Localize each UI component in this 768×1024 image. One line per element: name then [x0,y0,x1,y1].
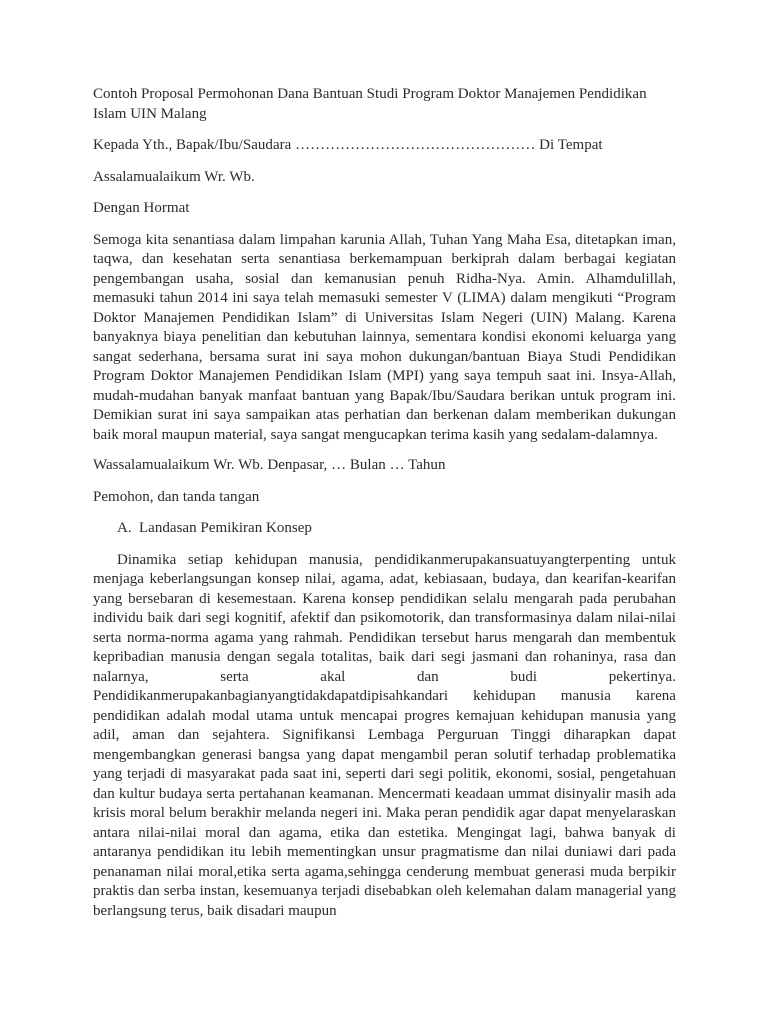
addressee-line: Kepada Yth., Bapak/Ibu/Saudara ………………………………………… Di Tempat [93,137,603,153]
document-page [93,85,676,921]
body-paragraph: Semoga kita senantiasa dalam limpahan karunia Allah, Tuhan Yang Maha Esa, ditetapkan iman, taqwa, dan kesehatan serta senantiasa berkemampuan berkiprah dalam berbagai kegiatan pengembangan usaha, sosial dan kemanusian penuh Ridha-Nya. Amin. Alhamdulillah, memasuki tahun 2014 ini saya telah memasuki semester V (LIMA) dalam mengikuti “Program Doktor Manajemen Pendidikan Islam” di Universitas Islam Negeri (UIN) Malang. Karena banyaknya biaya penelitian dan kebutuhan lainnya, sementara kondisi ekonomi keluarga yang sangat sederhana, bersama surat ini saya mohon dukungan/bantuan Biaya Studi Pendidikan Program Doktor Manajemen Pendidikan Islam (MPI) yang saya tempuh saat ini. Insya-Allah, mudah-mudahan banyak manfaat bantuan yang Bapak/Ibu/Saudara berikan untuk program ini. Demikian surat ini saya sampaikan atas perhatian dan berkenan dalam memberikan dukungan baik moral maupun material, saya sangat mengucapkan terima kasih yang sedalam-dalamnya. [93,231,676,443]
section-paragraph: Dinamika setiap kehidupan manusia, pendidikanmerupakansuatuyangterpenting untuk menjaga keberlangsungan konsep nilai, agama, adat, kebiasaan, budaya, dan kearifan-kearifan yang bersebaran di kesemestaan. Karena konsep pendidikan selalu mengarah pada perubahan individu baik dari segi kognitif, afektif dan psikomotorik, dan transformasinya dalam nilai-nilai serta norma-norma agama yang rahmah. Pendidikan tersebut harus mengarah dan membentuk kepribadian manusia dengan segala totalitas, baik dari segi jasmani dan rohaninya, rasa dan nalarnya, serta akal dan budi pekertinya. Pendidikanmerupakanbagianyangtidakdapatdipisahkandari kehidupan manusia karena pendidikan adalah modal utama untuk mencapai progres kemajuan kehidupan manusia yang adil, aman dan sejahtera. Signifikansi Lembaga Perguruan Tinggi diharapkan dapat mengembangkan generasi bangsa yang dapat mengambil peran solutif terhadap problematika yang terjadi di masyarakat pada saat ini, seperti dari segi politik, ekonomi, sosial, pengetahuan dan kultur budaya serta pertahanan keamanan. Mencermati keadaan ummat disinyalir masih ada krisis moral belum berakhir melanda negeri ini. Maka peran pendidik agar dapat menyelaraskan antara nilai-nilai moral dan agama, etika dan estetika. Mengingat lagi, bahwa banyak di antaranya pendidikan itu lebih mementingkan unsur pragmatisme dan nilai duniawi dari pada penanaman nilai moral,etika serta agama,sehingga cenderung membuat generasi muda berpikir praktis dan serba instan, kesemuanya terjadi disebabkan oleh kelemahan dalam managerial yang berlangsung terus, baik disadari maupun [93,551,676,919]
opening-greeting: Assalamualaikum Wr. Wb. [93,168,255,185]
section-marker: A. [117,520,132,536]
salutation: Dengan Hormat [93,200,190,216]
closing-line: Wassalamualaikum Wr. Wb. Denpasar, … Bulan … Tahun [93,457,446,473]
signature-line: Pemohon, dan tanda tangan [93,488,260,505]
document-title: Contoh Proposal Permohonan Dana Bantuan Studi Program Doktor Manajemen Pendidikan Islam UIN Malang [93,86,647,122]
section-heading-text: Landasan Pemikiran Konsep [139,520,312,536]
section-heading [93,519,676,539]
